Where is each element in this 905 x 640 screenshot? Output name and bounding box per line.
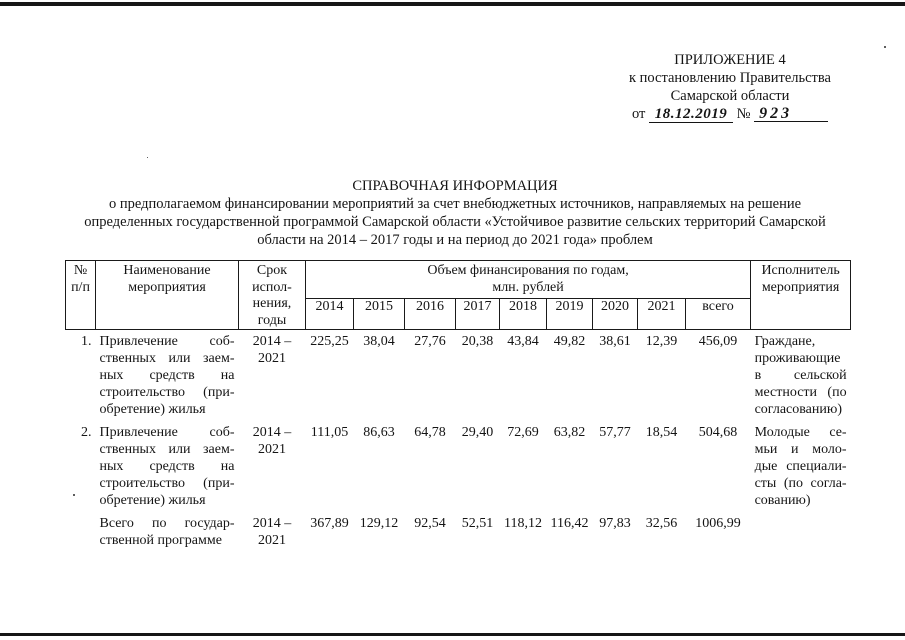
executor	[751, 330, 851, 422]
header-year-2016: 2016	[405, 298, 456, 329]
heading-line: определенных государственной программой Самарской области «Устойчивое развитие сельских территорий Самарской	[84, 214, 826, 230]
value-2016: 27,76	[414, 334, 446, 349]
appendix-date-line	[600, 105, 860, 123]
header-total: всего	[686, 298, 751, 329]
header-executor	[751, 261, 851, 330]
heading-line: о предполагаемом финансировании мероприятий за счет внебюджетных источников, направляемых на решение	[108, 196, 802, 212]
header-year-2020: 2020	[593, 298, 638, 329]
value-2017: 20,38	[461, 334, 494, 349]
value-2017: 52,51	[461, 516, 494, 531]
executor-line: сованию)	[754, 493, 811, 508]
executor-line: Молодые се-	[754, 425, 847, 440]
value-2015: 129,12	[359, 516, 399, 531]
name-line: ных средств на	[99, 459, 235, 474]
executor-line: Граждане,	[754, 334, 816, 349]
row-number: 1.	[81, 334, 92, 349]
measure-name	[96, 512, 239, 552]
handwritten-date: 18.12.2019	[649, 107, 733, 123]
header-measure-name-line: Наименование	[123, 263, 211, 278]
appendix-block	[600, 51, 860, 123]
term-line: 2014 –	[252, 334, 292, 349]
header-row	[66, 261, 851, 299]
name-line: строительство (при-	[99, 385, 235, 400]
name-line: обретение) жилья	[99, 493, 206, 508]
scan-edge-top	[0, 2, 905, 6]
executor-line: мьи и моло-	[754, 442, 847, 457]
header-execution-term-line: испол-	[252, 279, 292, 295]
header-year-2018: 2018	[500, 298, 547, 329]
value-2018: 72,69	[507, 425, 539, 440]
value-2021: 32,56	[645, 516, 678, 531]
header-funding	[306, 261, 751, 299]
term-line: 2021	[258, 351, 286, 366]
value-2019: 63,82	[553, 425, 586, 440]
financing-table	[65, 260, 851, 552]
name-line: ных средств на	[99, 368, 235, 383]
name-line: ственных или заем-	[99, 351, 235, 366]
header-executor-line: мероприятия	[761, 279, 840, 295]
header-year-2015: 2015	[354, 298, 405, 329]
document-heading	[0, 177, 905, 249]
value-total: 1006,99	[695, 516, 741, 531]
header-measure-name	[96, 261, 239, 330]
executor-line: сты (по согла-	[754, 476, 847, 491]
executor-line: дые специали-	[754, 459, 847, 474]
executor-line: в сельской	[754, 368, 847, 383]
term-line: 2021	[258, 442, 286, 457]
table-header	[66, 261, 851, 330]
name-line: обретение) жилья	[99, 402, 206, 417]
name-line: строительство (при-	[99, 476, 235, 491]
table-row	[66, 512, 851, 552]
header-number-line: п/п	[71, 279, 90, 295]
header-number	[66, 261, 96, 330]
value-2020: 57,77	[599, 425, 631, 440]
appendix-title: ПРИЛОЖЕНИЕ 4	[674, 52, 786, 68]
term-line: 2014 –	[252, 425, 292, 440]
value-2016: 92,54	[414, 516, 446, 531]
executor-line: местности (по	[754, 385, 847, 400]
header-year-2014: 2014	[306, 298, 354, 329]
value-2020: 38,61	[599, 334, 631, 349]
header-year-2017: 2017	[456, 298, 500, 329]
header-execution-term-line: нения,	[252, 296, 292, 311]
name-line: Привлечение соб-	[99, 334, 235, 349]
scan-speck	[147, 157, 148, 158]
term-line: 2014 –	[252, 516, 292, 531]
header-funding-line: Объем финансирования по годам,	[427, 263, 629, 278]
value-2018: 118,12	[504, 516, 542, 531]
term-line: 2021	[258, 533, 286, 548]
document-title: СПРАВОЧНАЯ ИНФОРМАЦИЯ	[352, 178, 558, 194]
value-2014: 367,89	[310, 516, 349, 531]
name-line: ственной программе	[99, 533, 222, 548]
header-year-2019: 2019	[547, 298, 593, 329]
value-2021: 18,54	[645, 425, 678, 440]
value-2019: 49,82	[553, 334, 586, 349]
header-measure-name-line: мероприятия	[128, 279, 206, 295]
header-execution-term	[239, 261, 306, 330]
number-sign: №	[736, 106, 751, 122]
value-2016: 64,78	[414, 425, 446, 440]
heading-line: области на 2014 – 2017 годы и на период до 2021 года» проблем	[257, 232, 653, 248]
header-year-2021: 2021	[638, 298, 686, 329]
value-total: 504,68	[698, 425, 738, 440]
table-body	[66, 330, 851, 553]
execution-term	[239, 330, 306, 422]
executor-line: проживающие	[754, 351, 841, 366]
appendix-authority-line: Самарской области	[670, 88, 790, 104]
appendix-resolution-line: к постановлению Правительства	[629, 70, 831, 86]
handwritten-number: 923	[754, 106, 828, 122]
header-execution-term-line: Срок	[256, 263, 288, 278]
value-2017: 29,40	[461, 425, 494, 440]
name-line: Всего по государ-	[99, 516, 235, 531]
header-number-line: №	[73, 263, 88, 278]
measure-name	[96, 330, 239, 422]
value-total: 456,09	[698, 334, 738, 349]
measure-name	[96, 421, 239, 512]
header-funding-line: млн. рублей	[492, 279, 564, 295]
header-executor-line: Исполнитель	[761, 263, 840, 278]
value-2015: 38,04	[363, 334, 395, 349]
value-2015: 86,63	[363, 425, 395, 440]
table-row	[66, 330, 851, 422]
row-number: 2.	[81, 425, 92, 440]
header-execution-term-line: годы	[257, 312, 287, 328]
row-number	[66, 512, 96, 552]
value-2018: 43,84	[507, 334, 539, 349]
value-2014: 111,05	[310, 425, 349, 440]
value-2019: 116,42	[550, 516, 589, 531]
scan-edge-bottom	[0, 633, 905, 636]
value-2020: 97,83	[599, 516, 631, 531]
scan-speck	[884, 46, 886, 48]
table-row	[66, 421, 851, 512]
date-prefix: от	[631, 106, 646, 122]
executor	[751, 512, 851, 552]
executor-line: согласованию)	[754, 402, 842, 417]
value-2014: 225,25	[310, 334, 349, 349]
value-2021: 12,39	[645, 334, 678, 349]
execution-term	[239, 512, 306, 552]
name-line: ственных или заем-	[99, 442, 235, 457]
executor	[751, 421, 851, 512]
name-line: Привлечение соб-	[99, 425, 235, 440]
execution-term	[239, 421, 306, 512]
